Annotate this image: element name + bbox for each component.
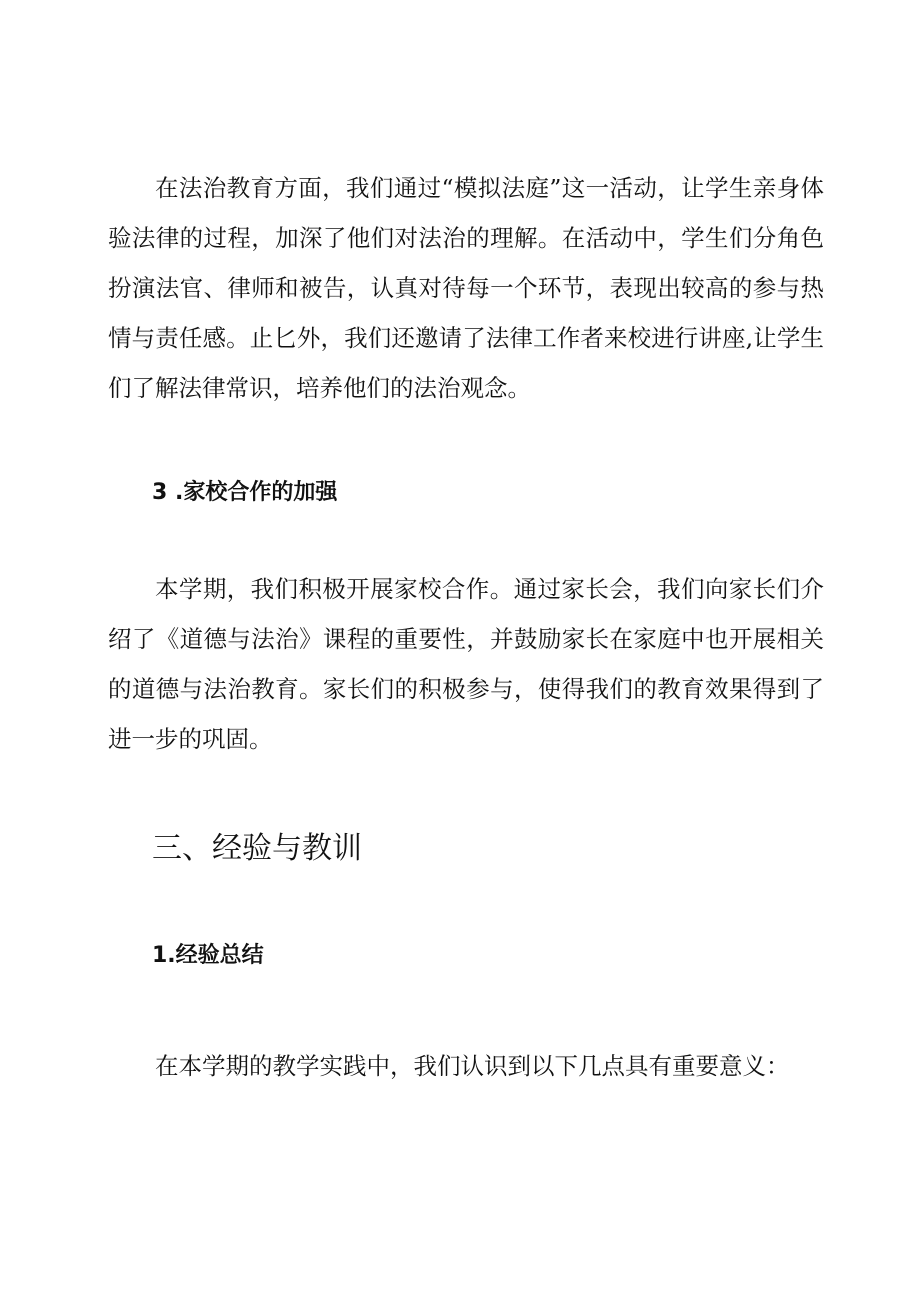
paragraph-home-school-cooperation: 本学期，我们积极开展家校合作。通过家长会，我们向家长们介绍了《道德与法治》课程的重要性，并鼓励家长在家庭中也开展相关的道德与法治教育。家长们的积极参与，使得我们的教育效果得到了进一步的巩固。: [108, 575, 824, 753]
section-title-experience-lessons: 三、经验与教训: [152, 831, 362, 866]
subheading-home-school-cooperation: 3 .家校合作的加强: [152, 480, 338, 505]
subheading-experience-summary: 1.经验总结: [152, 943, 264, 968]
paragraph-experience-summary: 在本学期的教学实践中，我们认识到以下几点具有重要意义：: [155, 1052, 790, 1080]
paragraph-law-education: 在法治教育方面，我们通过“模拟法庭”这一活动，让学生亲身体验法律的过程，加深了他们对法治的理解。在活动中，学生们分角色扮演法官、律师和被告，认真对待每一个环节，表现出较高的参与热情与责任感。止匕外，我们还邀请了法律工作者来校进行讲座,让学生们了解法律常识，培养他们的法治观念。: [108, 174, 824, 402]
